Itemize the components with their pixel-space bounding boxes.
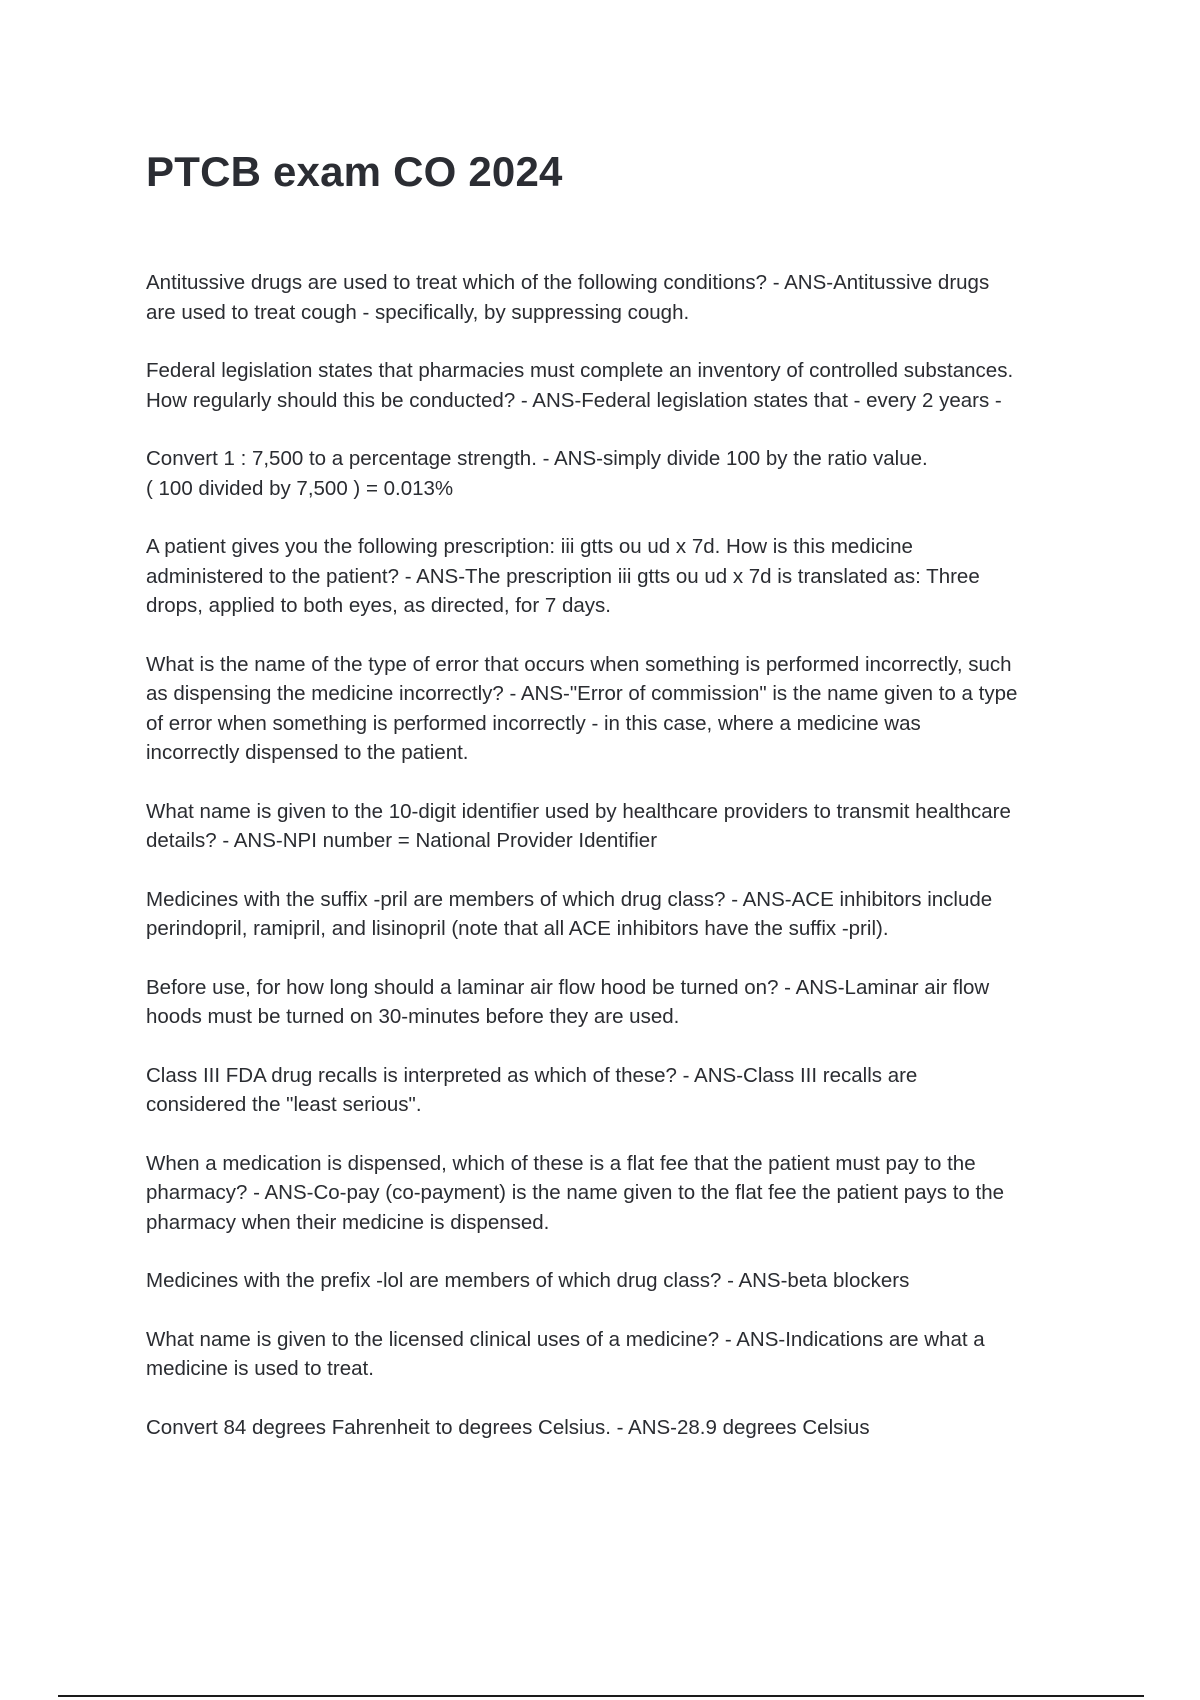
qa-item	[146, 885, 1096, 944]
qa-text-line: are used to treat cough - specifically, by suppressing cough.	[146, 300, 690, 324]
qa-text-line: Federal legislation states that pharmacies must complete an inventory of controlled substances.	[146, 359, 1014, 382]
qa-text-line: Class III FDA drug recalls is interpreted as which of these? - ANS-Class III recalls are	[146, 1063, 918, 1087]
qa-text-line: of error when something is performed incorrectly - in this case, where a medicine was	[146, 711, 921, 735]
qa-item	[146, 268, 1096, 327]
qa-text-line: Convert 1 : 7,500 to a percentage strength. - ANS-simply divide 100 by the ratio value.	[146, 447, 928, 470]
qa-text-line: ( 100 divided by 7,500 ) = 0.013%	[146, 476, 454, 500]
qa-item	[146, 1061, 1096, 1120]
qa-item	[146, 1325, 1096, 1384]
qa-text-line: When a medication is dispensed, which of these is a flat fee that the patient must pay to the	[146, 1151, 976, 1175]
qa-item	[146, 1266, 1096, 1296]
qa-text-line: hoods must be turned on 30-minutes before they are used.	[146, 1005, 680, 1028]
qa-text-line: How regularly should this be conducted? - ANS-Federal legislation states that - every 2 years -	[146, 388, 1002, 412]
qa-text-line: Before use, for how long should a laminar air flow hood be turned on? - ANS-Laminar air flow	[146, 975, 990, 999]
qa-item	[146, 532, 1096, 621]
qa-item	[146, 444, 1096, 503]
qa-list	[146, 268, 1096, 1471]
page-title: PTCB exam CO 2024	[146, 148, 563, 195]
qa-item	[146, 650, 1096, 768]
qa-text-line: as dispensing the medicine incorrectly? - ANS-"Error of commission" is the name given to a type	[146, 682, 1018, 705]
qa-text-line: What is the name of the type of error that occurs when something is performed incorrectly, such	[146, 652, 1012, 676]
qa-text-line: What name is given to the 10-digit identifier used by healthcare providers to transmit healthcare	[146, 799, 1011, 823]
qa-text-line: Medicines with the prefix -lol are members of which drug class? - ANS-beta blockers	[146, 1269, 910, 1292]
qa-text-line: drops, applied to both eyes, as directed, for 7 days.	[146, 594, 611, 617]
qa-text-line: Convert 84 degrees Fahrenheit to degrees Celsius. - ANS-28.9 degrees Celsius	[146, 1415, 870, 1439]
qa-text-line: incorrectly dispensed to the patient.	[146, 741, 469, 764]
qa-item	[146, 356, 1096, 415]
qa-text-line: administered to the patient? - ANS-The prescription iii gtts ou ud x 7d is translated as: Three	[146, 564, 980, 588]
qa-item	[146, 797, 1096, 856]
qa-text-line: details? - ANS-NPI number = National Provider Identifier	[146, 829, 658, 852]
qa-text-line: perindopril, ramipril, and lisinopril (note that all ACE inhibitors have the suffix -pril).	[146, 917, 889, 940]
qa-text-line: pharmacy when their medicine is dispensed.	[146, 1210, 550, 1234]
qa-text-line: Antitussive drugs are used to treat which of the following conditions? - ANS-Antitussive drugs	[146, 271, 990, 294]
qa-text-line: A patient gives you the following prescription: iii gtts ou ud x 7d. How is this medicine	[146, 535, 913, 558]
qa-text-line: pharmacy? - ANS-Co-pay (co-payment) is the name given to the flat fee the patient pays to the	[146, 1181, 1005, 1204]
qa-text-line: What name is given to the licensed clinical uses of a medicine? - ANS-Indications are what a	[146, 1327, 985, 1351]
qa-item	[146, 1413, 1096, 1443]
qa-text-line: Medicines with the suffix -pril are members of which drug class? - ANS-ACE inhibitors include	[146, 887, 993, 911]
footer-divider	[58, 1695, 1144, 1697]
qa-text-line: considered the "least serious".	[146, 1093, 422, 1116]
qa-item	[146, 1149, 1096, 1238]
qa-text-line: medicine is used to treat.	[146, 1357, 374, 1380]
qa-item	[146, 973, 1096, 1032]
